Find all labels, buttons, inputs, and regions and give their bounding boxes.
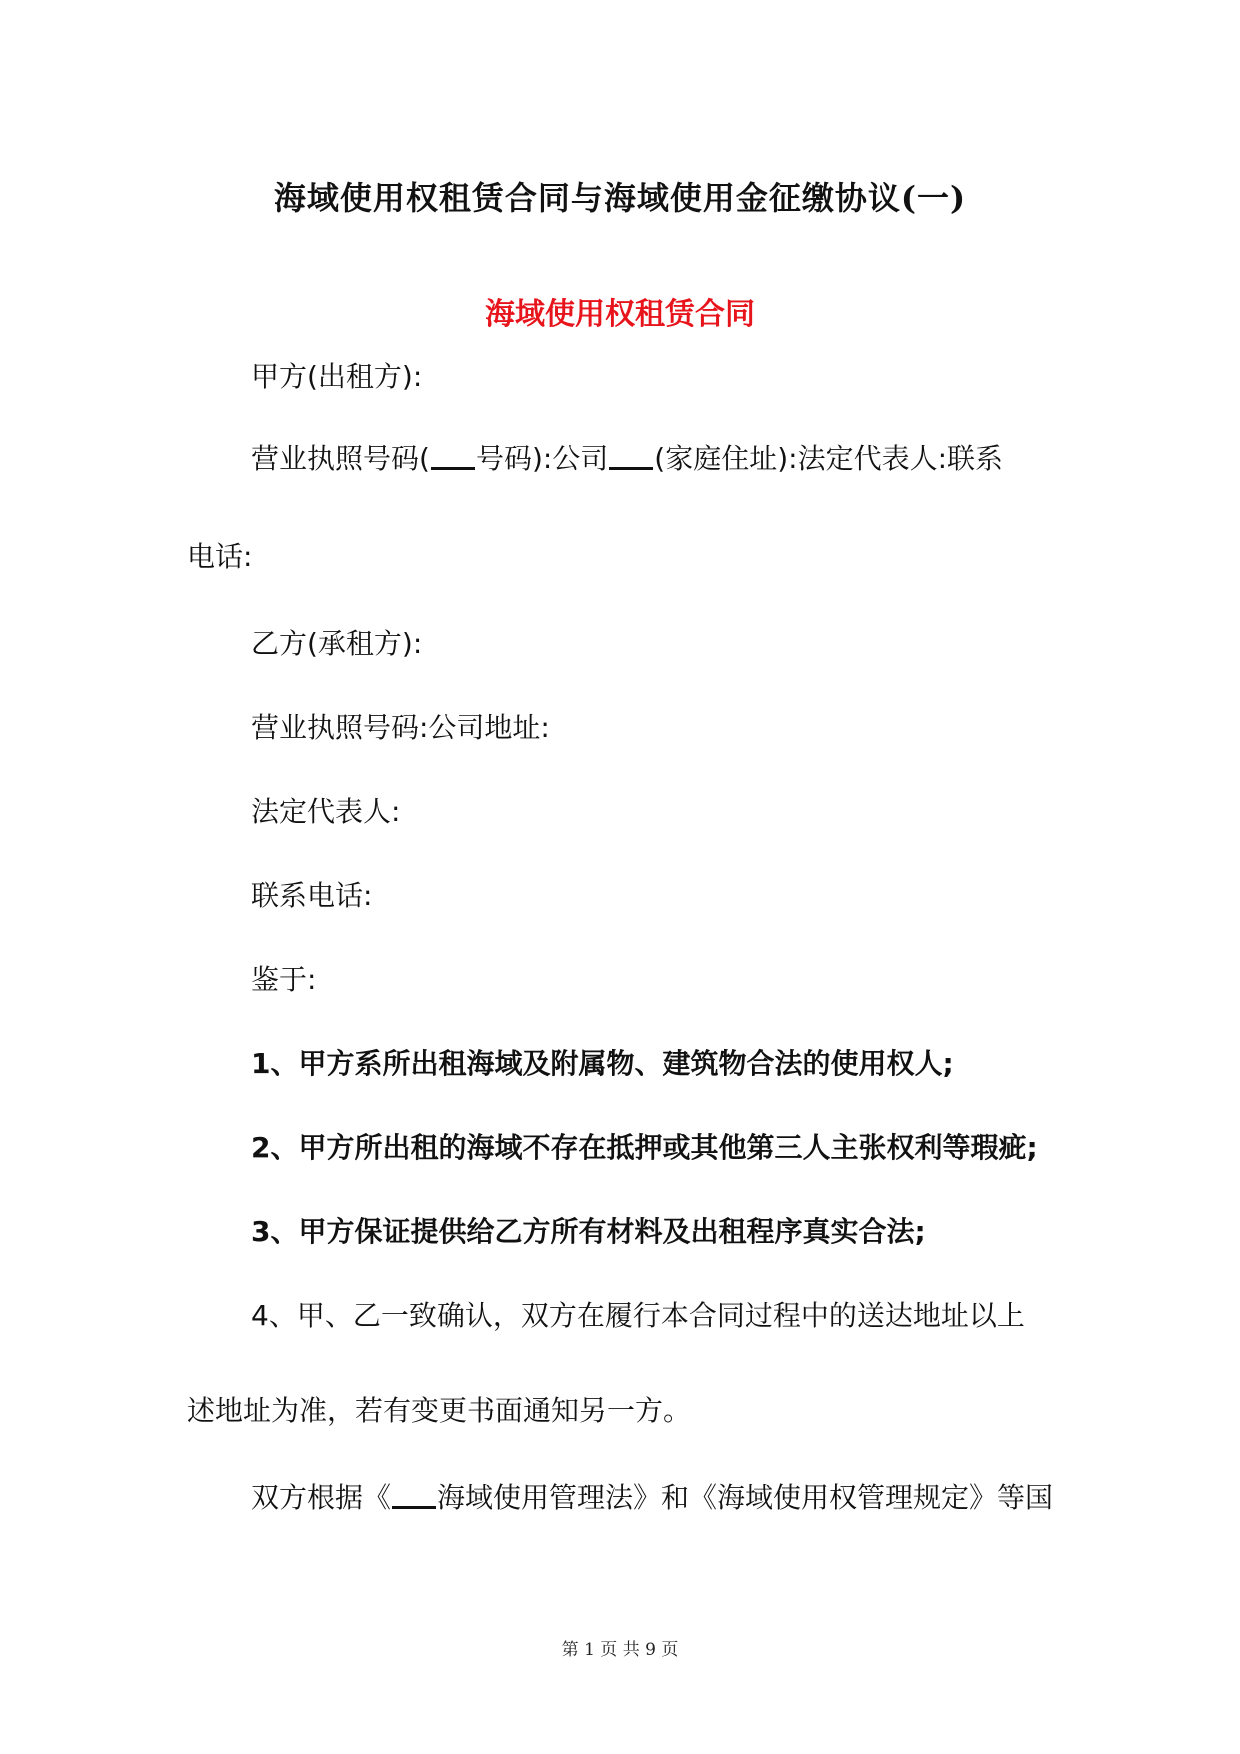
whereas-label: 鉴于: — [251, 963, 317, 996]
legal-representative: 法定代表人: — [251, 795, 401, 828]
basis-part1: 双方根据《 — [251, 1481, 392, 1514]
phone-continuation: 电话: — [187, 540, 253, 573]
contact-phone: 联系电话: — [251, 879, 373, 912]
clause-4-line1: 4、甲、乙一致确认，双方在履行本合同过程中的送达地址以上 — [251, 1299, 1025, 1332]
clause-2: 2、甲方所出租的海域不存在抵押或其他第三人主张权利等瑕疵; — [251, 1131, 1038, 1164]
clause-1: 1、甲方系所出租海域及附属物、建筑物合法的使用权人; — [251, 1047, 954, 1080]
document-title: 海域使用权租赁合同与海域使用金征缴协议(一) — [273, 179, 967, 217]
party-b-label: 乙方(承租方): — [251, 627, 423, 660]
clause-4-line2: 述地址为准，若有变更书面通知另一方。 — [187, 1394, 692, 1427]
page-footer: 第 1 页 共 9 页 — [561, 1640, 679, 1660]
party-a-label: 甲方(出租方): — [251, 360, 423, 393]
contract-subtitle: 海域使用权租赁合同 — [485, 297, 755, 332]
basis-line — [251, 1476, 1053, 1516]
clause-3: 3、甲方保证提供给乙方所有材料及出租程序真实合法; — [251, 1215, 926, 1248]
blank-field-3 — [392, 1480, 436, 1509]
license-line-part2: 号码):公司 — [475, 442, 609, 475]
basis-part2: 海域使用管理法》和《海域使用权管理规定》等国 — [437, 1481, 1054, 1514]
license-line — [251, 437, 1003, 477]
party-b-license: 营业执照号码:公司地址: — [251, 711, 550, 744]
license-line-part3: (家庭住址):法定代表人:联系 — [654, 442, 1004, 475]
blank-field-1 — [431, 441, 475, 470]
blank-field-2 — [609, 441, 653, 470]
license-line-part1: 营业执照号码( — [251, 442, 430, 475]
